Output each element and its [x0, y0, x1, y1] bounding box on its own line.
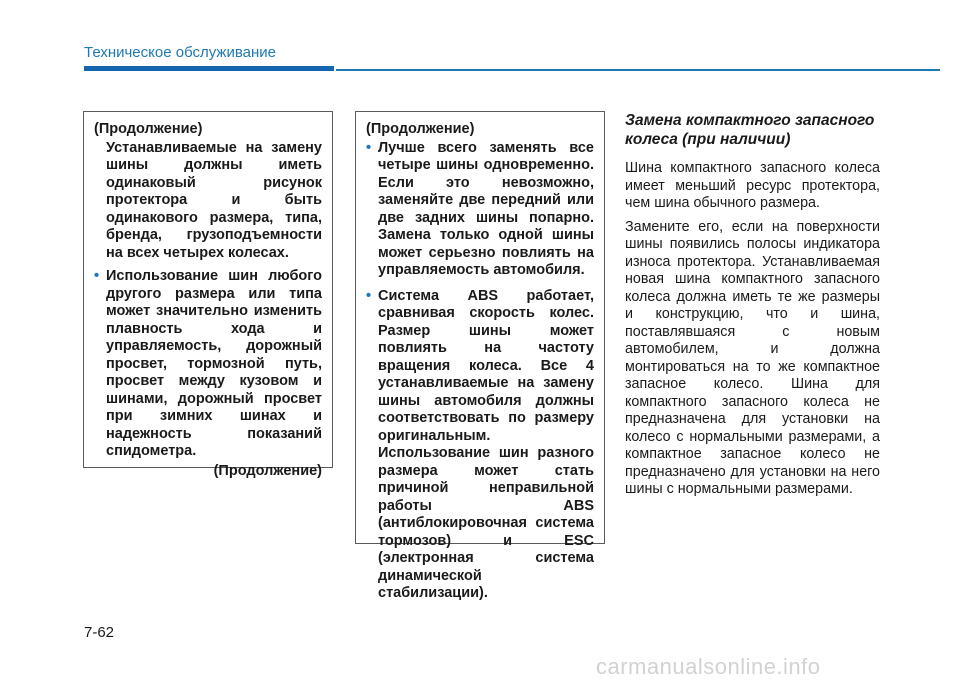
box-paragraph: Устанавливаемые на замену шины должны иметь одинаковый рисунок протектора и быть одинакового размера, типа, бренда, грузоподъемности на всех четырех колесах.	[106, 139, 322, 261]
continued-box-left	[83, 111, 333, 479]
bullet-dot-icon: •	[366, 139, 372, 156]
continued-footer: (Продолжение)	[213, 462, 322, 479]
spare-tire-section	[625, 111, 880, 505]
continued-box-middle	[355, 111, 605, 601]
bullet-item	[366, 140, 594, 280]
section-heading: Замена компактного запасного колеса (при наличии)	[625, 112, 875, 148]
page-number: 7-62	[84, 624, 115, 641]
bullet-text: Лучше всего заменять все четыре шины одновременно. Если это невозможно, заменяйте две передний или две задних шины попарно. Замена только одной шины может серьезно повлиять на управляемость автомобиля.	[378, 139, 594, 278]
continued-label: (Продолжение)	[94, 121, 203, 137]
bullet-dot-icon: •	[94, 268, 100, 284]
header-rule	[336, 69, 940, 71]
paragraph-1: Шина компактного запасного колеса имеет меньший ресурс протектора, чем шина обычного размера.	[625, 160, 880, 211]
bullet-dot-icon: •	[366, 287, 372, 304]
bullet-item	[366, 288, 594, 603]
bullet-text: Использование шин любого другого размера или типа может значительно изменить плавность хода и управляемость, дорожный просвет, тормозной путь, просвет между кузовом и шинами, дорожный просвет при зимних шинах и надежность показаний спидометра.	[106, 268, 322, 459]
paragraph-2: Замените его, если на поверхности шины появились полосы индикатора износа протектора. Устанавливаемая новая шина компактного запасного колеса должна иметь те же размеры и конструкцию, что и шина, поставлявшаяся с новым автомобилем, и должна монтироваться на то же компактное запасное колесо. Шина для компактного запасного колеса не предназначена для установки на колесо с нормальными размерами, а компактное запасное колесо не предназначено для установки на него шины с нормальными размерами.	[625, 218, 880, 497]
section-title: Техническое обслуживание	[84, 44, 276, 61]
bullet-item	[94, 268, 322, 461]
header-bar-dark	[84, 66, 334, 71]
continued-label: (Продолжение)	[366, 121, 475, 137]
watermark: carmanualsonline.info	[596, 654, 821, 679]
bullet-text: Система ABS работает, сравнивая скорость колес. Размер шины может повлиять на частоту вращения колеса. Все 4 устанавливаемые на замену шины автомобиля должны соответствовать по размеру оригинальным. Использование шин разного размера может стать причиной неправильной работы ABS (антиблокировочная система тормозов) и ESC (электронная система динамической стабилизации).	[378, 287, 594, 601]
